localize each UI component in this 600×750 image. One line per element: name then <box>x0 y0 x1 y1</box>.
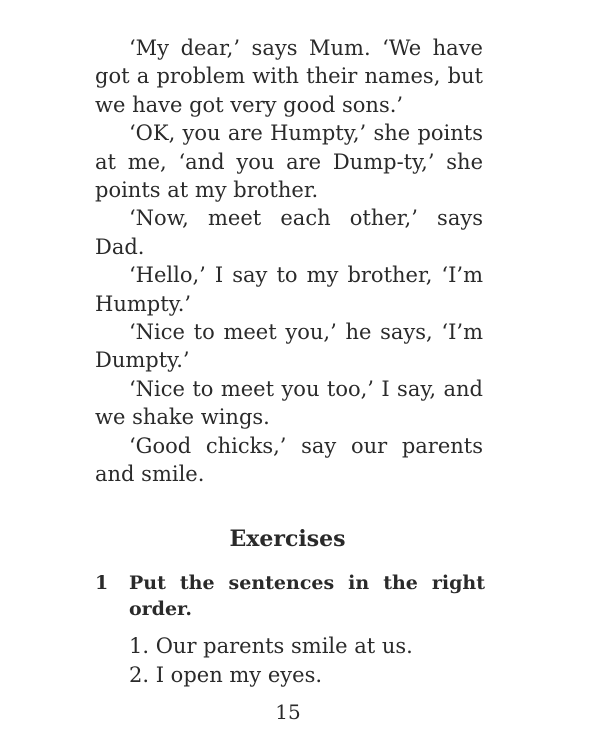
exercise-sentence: 2. I open my eyes. <box>129 663 323 687</box>
story-paragraph: ‘Hello,’ I say to my brother, ‘I’m Humpty.’ <box>95 263 483 316</box>
exercise-sentence: 1. Our parents smile at us. <box>129 634 413 658</box>
exercises-heading: Exercises <box>229 526 346 552</box>
story-paragraph: ‘OK, you are Humpty,’ she points at me, ‘and you are Dump-ty,’ she points at my brother. <box>95 121 483 203</box>
story-paragraph: ‘Good chicks,’ say our parents and smile. <box>95 433 483 487</box>
story-paragraph: ‘My dear,’ says Mum. ‘We have got a problem with their names, but we have got very good sons.’ <box>95 36 483 117</box>
story-paragraph: ‘Now, meet each other,’ says Dad. <box>95 206 483 259</box>
exercise-instruction: Put the sentences in the right order. <box>129 572 485 620</box>
exercise-number: 1 <box>95 572 109 594</box>
exercise-sentence-list <box>95 632 485 690</box>
story-text <box>95 34 483 489</box>
story-paragraph: ‘Nice to meet you,’ he says, ‘I’m Dumpty.’ <box>95 320 483 373</box>
page-number: 15 <box>275 700 301 724</box>
exercise-1 <box>95 570 485 690</box>
story-paragraph: ‘Nice to meet you too,’ I say, and we shake wings. <box>95 376 483 430</box>
exercise-instruction-row <box>95 570 485 622</box>
